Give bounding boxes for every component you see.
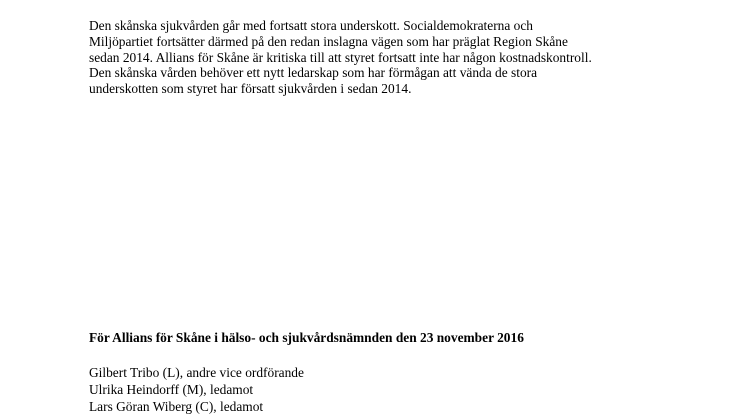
- signer-list: [89, 364, 304, 415]
- paragraph-line: sedan 2014. Allians för Skåne är kritiska till att styret fortsatt inte har någon kostnadskontroll.: [89, 49, 592, 65]
- signer-ulrika-heindorff: Ulrika Heindorff (M), ledamot: [89, 382, 254, 397]
- paragraph-line: Den skånska sjukvården går med fortsatt stora underskott. Socialdemokraterna och: [89, 18, 533, 33]
- signer-gilbert-tribo: Gilbert Tribo (L), andre vice ordförande: [89, 365, 304, 380]
- paragraph-line: underskotten som styret har försatt sjukvården i sedan 2014.: [89, 81, 412, 97]
- paragraph-line: Miljöpartiet fortsätter därmed på den redan inslagna vägen som har präglat Region Skåne: [89, 33, 568, 49]
- body-paragraph: [89, 18, 689, 97]
- signer-lars-goran-wiberg: Lars Göran Wiberg (C), ledamot: [89, 399, 264, 414]
- signature-heading: För Allians för Skåne i hälso- och sjukvårdsnämnden den 23 november 2016: [89, 330, 524, 345]
- paragraph-line: Den skånska vården behöver ett nytt ledarskap som har förmågan att vända de stora: [89, 65, 538, 81]
